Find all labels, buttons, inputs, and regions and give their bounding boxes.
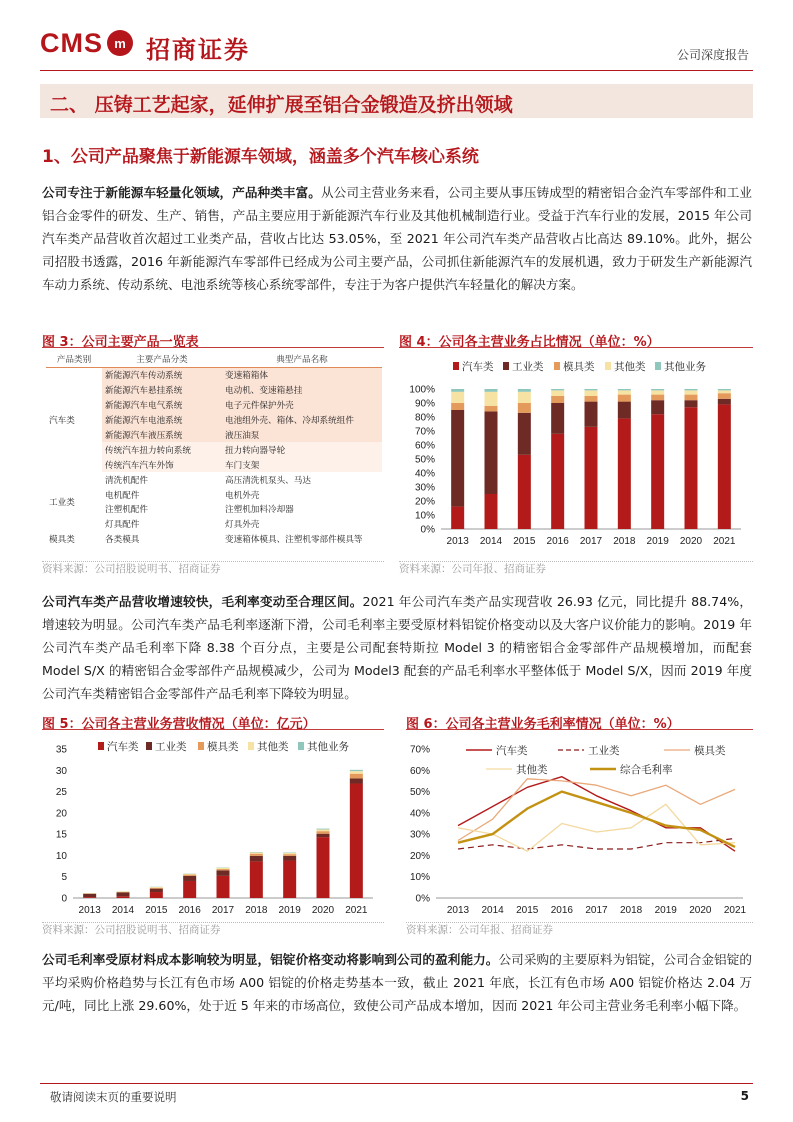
bar-segment [83, 897, 96, 898]
table-cell-product: 新能源汽车电池系统 [102, 413, 222, 428]
legend-label: 其他类 [257, 741, 289, 753]
y-tick-label: 10% [414, 510, 435, 522]
x-tick-label: 2020 [311, 905, 335, 916]
bar-segment [618, 389, 631, 390]
legend-label: 汽车类 [496, 745, 528, 757]
bar-segment [651, 390, 664, 394]
bar-segment [183, 874, 196, 875]
product-table-body [46, 368, 382, 547]
table-cell-product: 新能源汽车液压系统 [102, 428, 222, 443]
legend-label: 工业类 [512, 361, 544, 373]
table-header-example: 典型产品名称 [222, 351, 382, 368]
table-cell-product: 灯具配件 [105, 520, 140, 531]
y-tick-label: 35 [55, 744, 67, 756]
bar-segment [618, 395, 631, 402]
bar-segment [718, 399, 731, 405]
logo-emblem-icon [106, 29, 134, 57]
bar-segment [117, 896, 130, 898]
table-cell-example: 电池组外壳、箱体、冷却系统组件 [222, 413, 382, 428]
bar-segment [685, 395, 698, 401]
bar-segment [485, 392, 498, 406]
bar-segment [651, 389, 664, 390]
page-number: 5 [740, 1089, 749, 1103]
figure-5-title: 图 5：公司各主营业务营收情况（单位：亿元） [42, 717, 316, 732]
bar-segment [317, 829, 330, 830]
bar-segment [718, 389, 731, 390]
legend-label: 模具类 [694, 745, 726, 757]
legend-swatch [98, 742, 104, 750]
legend-swatch [198, 742, 204, 750]
table-row [46, 368, 382, 383]
product-table [46, 351, 382, 547]
figure-3-title-rule [42, 347, 384, 348]
bar-segment [551, 403, 564, 434]
figure-4-title: 图 4：公司各主营业务占比情况（单位：%） [399, 335, 660, 350]
bar-segment [451, 410, 464, 507]
paragraph-1-body: 从公司主营业务来看，公司主要从事压铸成型的精密铝合金汽车零部件和工业铝合金零件的研发、生产、销售，产品主要应用于新能源汽车行业及其他机械制造行业。受益于汽车行业的发展，2015 年公司汽车类产品营收首次超过工业类产品，营收占比达 53.05%，至 2021 年公司汽车类产品营收占比高达 89.10%。此外，据公司招股书透露，2016 年新能源汽车零部件已经成为公司主要产品，公司抓住新能源汽车的发展机遇，致力于研发生产新能源汽车动力系统、传动系统、电池系统等核心系统零部件，专注于为客户提供汽车轻量化的解决方案。 [42, 185, 753, 292]
x-tick-label: 2021 [345, 905, 368, 916]
legend-label: 工业类 [155, 741, 187, 753]
svg-text:m: m [114, 36, 126, 51]
bar-segment [150, 887, 163, 888]
paragraph-3-lead: 公司毛利率受原材料成本影响较为明显，铝锭价格变动将影响到公司的盈利能力。 [42, 952, 499, 967]
x-tick-label: 2018 [620, 905, 643, 916]
bar-segment [183, 881, 196, 898]
report-type-label: 公司深度报告 [676, 48, 749, 62]
y-tick-label: 10 [55, 850, 67, 862]
x-tick-label: 2016 [178, 905, 201, 916]
y-tick-label: 40% [409, 808, 430, 820]
table-cell-product: 注塑机配件 [105, 505, 148, 516]
table-cell-example: 灯具外壳 [225, 520, 260, 531]
paragraph-3-body: 公司采购的主要原料为铝锭，公司合金铝锭的平均采购价格趋势与长江有色市场 A00 铝锭的价格走势基本一致，截止 2021 年底，长江有色市场 A00 铝锭价格达 2.04 万元/吨，同比上涨 29.60%，处于近 5 年来的市场高位，致使公司产品成本增加，因而 2021 年公司主营业务毛利率小幅下降。 [42, 952, 753, 1013]
bar-segment [718, 390, 731, 393]
legend-label: 汽车类 [107, 741, 139, 753]
bar-segment [150, 889, 163, 892]
y-tick-label: 0% [415, 893, 430, 905]
table-cell-product: 传统汽车扭力转向系统 [102, 442, 222, 457]
bar-segment [585, 427, 598, 529]
series-line [458, 838, 735, 849]
header-divider [40, 70, 753, 71]
paragraph-2-lead: 公司汽车类产品营收增速较快，毛利率变动至合理区间。 [42, 594, 363, 609]
bar-segment [150, 888, 163, 889]
figure-5-chart [42, 732, 384, 920]
figure-3-source: 资料来源：公司招股说明书、招商证券 [42, 563, 221, 575]
bar-segment [183, 876, 196, 881]
table-cell-example: 电动机、变速箱悬挂 [222, 383, 382, 398]
y-tick-label: 60% [409, 765, 430, 777]
x-tick-label: 2019 [646, 536, 669, 547]
legend-swatch [453, 362, 459, 370]
bar-segment [685, 390, 698, 394]
bar-segment [250, 856, 263, 862]
legend-swatch [554, 362, 560, 370]
legend-swatch [248, 742, 254, 750]
bar-segment [83, 894, 96, 897]
figure-4-title-rule [399, 347, 753, 348]
table-cell-category: 模具类 [49, 535, 75, 546]
bar-segment [651, 414, 664, 529]
bar-segment [585, 396, 598, 402]
x-tick-label: 2021 [713, 536, 736, 547]
bar-segment [551, 396, 564, 403]
bar-segment [718, 404, 731, 529]
bar-segment [618, 418, 631, 529]
y-tick-label: 100% [409, 384, 435, 396]
table-cell-product: 电机配件 [105, 490, 140, 501]
table-cell-example: 高压清洗机泵头、马达 [225, 475, 311, 486]
legend-label: 模具类 [207, 741, 239, 753]
table-cell-product: 新能源汽车电气系统 [102, 398, 222, 413]
y-tick-label: 50% [414, 454, 435, 466]
legend-swatch [298, 742, 304, 750]
legend-swatch [655, 362, 661, 370]
y-tick-label: 20% [414, 496, 435, 508]
legend-label: 模具类 [563, 361, 595, 373]
legend-label: 其他类 [516, 764, 548, 776]
paragraph-2 [42, 590, 752, 705]
bar-segment [518, 455, 531, 529]
x-tick-label: 2016 [550, 905, 573, 916]
paragraph-3 [42, 948, 752, 1017]
table-cell-product: 清洗机配件 [105, 475, 148, 486]
bar-segment [485, 406, 498, 412]
y-tick-label: 0% [420, 524, 435, 536]
table-cell-example: 扭力转向器导轮 [222, 442, 382, 457]
x-tick-label: 2015 [513, 536, 536, 547]
figure-6-title: 图 6：公司各主营业务毛利率情况（单位：%） [406, 717, 680, 732]
footer-divider [40, 1083, 753, 1084]
y-tick-label: 30 [55, 765, 67, 777]
bar-segment [350, 770, 363, 771]
bar-segment [518, 392, 531, 403]
series-line [458, 779, 735, 841]
bar-segment [183, 875, 196, 876]
legend-label: 其他业务 [307, 741, 349, 753]
bar-segment [685, 407, 698, 529]
bar-segment [117, 892, 130, 896]
y-tick-label: 80% [414, 412, 435, 424]
footer-note: 敬请阅读末页的重要说明 [50, 1090, 177, 1104]
bar-segment [685, 389, 698, 390]
bar-segment [250, 852, 263, 853]
y-tick-label: 40% [414, 468, 435, 480]
bar-segment [451, 507, 464, 529]
legend-label: 汽车类 [462, 361, 494, 373]
y-tick-label: 90% [414, 398, 435, 410]
table-cell-example: 液压油泵 [222, 428, 382, 443]
figure-6-source: 资料来源：公司年报、招商证券 [406, 924, 553, 936]
bar-segment [618, 402, 631, 419]
x-tick-label: 2013 [78, 905, 101, 916]
y-tick-label: 10% [409, 872, 430, 884]
bar-segment [451, 389, 464, 392]
y-tick-label: 20 [55, 808, 67, 820]
x-tick-label: 2017 [585, 905, 608, 916]
x-tick-label: 2015 [516, 905, 539, 916]
figure-6-chart [406, 732, 753, 920]
bar-segment [551, 434, 564, 529]
table-header-category: 产品类别 [46, 351, 102, 368]
paragraph-1-lead: 公司专注于新能源车轻量化领域，产品种类丰富。 [42, 185, 321, 200]
figure-3-title: 图 3：公司主要产品一览表 [42, 335, 199, 350]
y-tick-label: 20% [409, 850, 430, 862]
bar-segment [718, 393, 731, 399]
bar-segment [551, 390, 564, 396]
y-tick-label: 30% [414, 482, 435, 494]
bar-segment [518, 413, 531, 455]
table-cell-example: 变速箱体模具、注塑机零部件模具等 [225, 535, 363, 546]
bar-segment [283, 856, 296, 861]
x-tick-label: 2018 [613, 536, 636, 547]
paragraph-1 [42, 181, 752, 296]
table-cell-product: 传统汽车汽车外饰 [102, 457, 222, 472]
legend-label: 其他业务 [664, 361, 706, 373]
table-cell-category: 汽车类 [49, 416, 75, 427]
bar-segment [217, 870, 230, 876]
y-tick-label: 30% [409, 829, 430, 841]
x-tick-label: 2018 [245, 905, 268, 916]
x-tick-label: 2014 [481, 905, 504, 916]
bar-segment [485, 389, 498, 392]
y-tick-label: 0 [61, 893, 67, 905]
bar-segment [317, 834, 330, 837]
bar-segment [485, 411, 498, 494]
bar-segment [117, 891, 130, 892]
x-tick-label: 2019 [278, 905, 301, 916]
logo-chinese-text: 招商证券 [146, 36, 250, 64]
figure-4-chart [399, 350, 753, 558]
x-tick-label: 2020 [689, 905, 712, 916]
bar-segment [283, 854, 296, 856]
table-cell-product: 各类模具 [105, 535, 140, 546]
bar-segment [350, 774, 363, 779]
bar-segment [150, 892, 163, 898]
table-cell-example: 车门支架 [222, 457, 382, 472]
figure-5-source: 资料来源：公司招股说明书、招商证券 [42, 924, 221, 936]
bar-segment [250, 861, 263, 898]
table-cell-category: 工业类 [49, 498, 75, 509]
bar-segment [551, 389, 564, 390]
bar-segment [317, 829, 330, 831]
y-tick-label: 70% [414, 426, 435, 438]
subsection-title: 1、公司产品聚焦于新能源车领域，涵盖多个汽车核心系统 [42, 147, 479, 167]
table-cell-product: 新能源汽车传动系统 [102, 368, 222, 383]
bar-segment [217, 876, 230, 898]
legend-swatch [503, 362, 509, 370]
legend-label: 工业类 [588, 745, 620, 757]
x-tick-label: 2013 [446, 905, 470, 916]
bar-segment [350, 778, 363, 783]
x-tick-label: 2017 [211, 905, 235, 916]
x-tick-label: 2016 [546, 536, 569, 547]
table-cell-product: 新能源汽车悬挂系统 [102, 383, 222, 398]
bar-segment [350, 783, 363, 898]
logo-text: CMS [40, 28, 103, 58]
y-tick-label: 25 [55, 787, 67, 799]
x-tick-label: 2013 [446, 536, 469, 547]
bar-segment [283, 853, 296, 854]
x-tick-label: 2021 [723, 905, 747, 916]
bar-segment [485, 494, 498, 529]
y-tick-label: 60% [414, 440, 435, 452]
x-tick-label: 2014 [479, 536, 503, 547]
figure-4-source: 资料来源：公司年报、招商证券 [399, 563, 546, 575]
bar-segment [451, 392, 464, 403]
bar-segment [217, 868, 230, 869]
table-row [46, 532, 382, 547]
product-table-header [46, 351, 382, 368]
bar-segment [283, 861, 296, 898]
bar-segment [585, 402, 598, 427]
bar-segment [518, 389, 531, 392]
legend-swatch [146, 742, 152, 750]
table-cell-example: 电子元件保护外壳 [222, 398, 382, 413]
table-row [46, 472, 382, 487]
y-tick-label: 70% [409, 744, 430, 756]
section-title: 二、 压铸工艺起家，延伸扩展至铝合金锻造及挤出领域 [50, 94, 513, 116]
bar-segment [217, 869, 230, 870]
y-tick-label: 50% [409, 787, 430, 799]
bar-segment [451, 403, 464, 410]
paragraph-2-body: 2021 年公司汽车类产品实现营收 26.93 亿元，同比提升 88.74%，增速较为明显。公司汽车类产品毛利率逐渐下滑，公司毛利率主要受原材料铝锭价格变动以及大客户议价能力的影响。2019 年公司汽车类产品毛利率下降 8.38 个百分点，主要是公司配套特斯拉 Model 3 的精密铝合金零部件产品规模增加，而配套 Model S/X 的精密铝合金零部件产品规模减少，公司为 Model3 配套的产品毛利率水平整体低于 Model S/X，因而 2019 年度公司汽车类精密铝合金零部件产品毛利率下降较为明显。 [42, 594, 752, 701]
bar-segment [585, 390, 598, 396]
bar-segment [317, 837, 330, 898]
bar-segment [317, 831, 330, 834]
bar-segment [350, 771, 363, 774]
bar-segment [585, 389, 598, 390]
table-header-product: 主要产品分类 [102, 351, 222, 368]
bar-segment [651, 395, 664, 401]
table-cell-example: 变速箱箱体 [222, 368, 382, 383]
bar-segment [651, 400, 664, 414]
y-tick-label: 5 [61, 872, 67, 884]
x-tick-label: 2014 [111, 905, 135, 916]
x-tick-label: 2019 [654, 905, 677, 916]
x-tick-label: 2017 [579, 536, 603, 547]
figure-6-title-rule [406, 729, 753, 730]
bar-segment [250, 854, 263, 856]
series-line [458, 777, 735, 852]
legend-swatch [605, 362, 611, 370]
x-tick-label: 2015 [145, 905, 168, 916]
y-tick-label: 15 [55, 829, 67, 841]
x-tick-label: 2020 [679, 536, 703, 547]
figure-5-title-rule [42, 729, 384, 730]
bar-segment [685, 400, 698, 407]
bar-segment [618, 390, 631, 394]
bar-segment [518, 403, 531, 413]
table-cell-example: 注塑机加料冷却器 [225, 505, 294, 516]
table-cell-example: 电机外壳 [225, 490, 260, 501]
legend-label: 其他类 [614, 361, 646, 373]
legend-label: 综合毛利率 [620, 764, 673, 776]
